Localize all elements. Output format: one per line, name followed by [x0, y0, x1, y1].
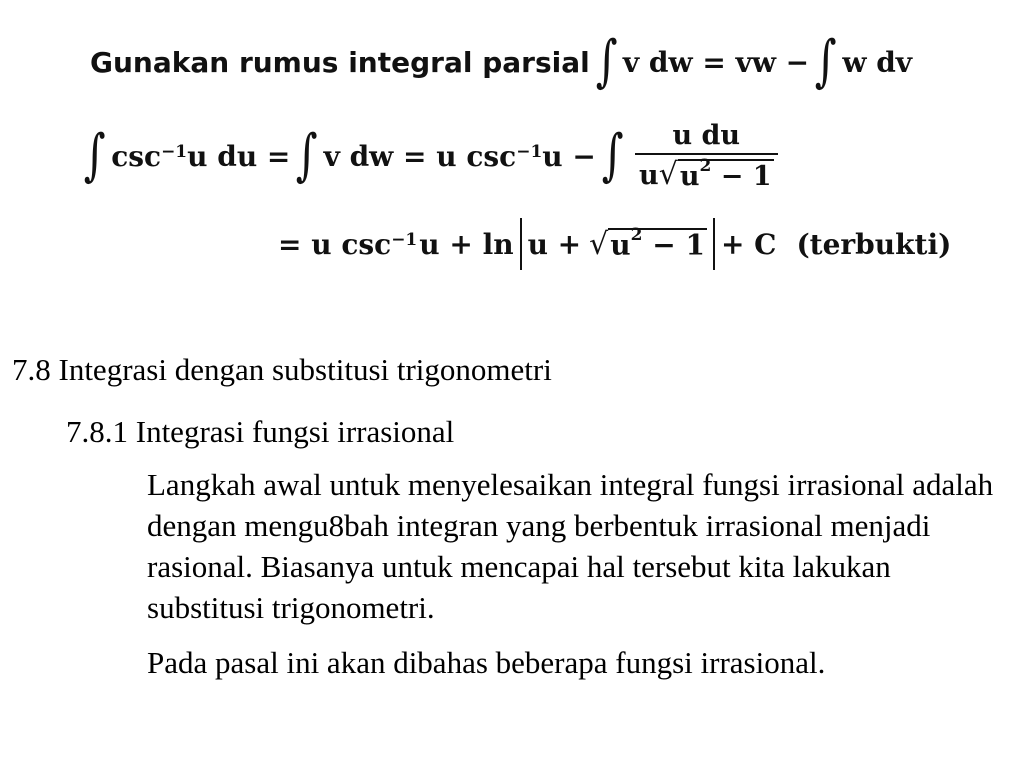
subsection-title: 7.8.1 Integrasi fungsi irrasional [66, 414, 455, 449]
line1-integrand: csc [111, 139, 162, 173]
line2-mid: u + ln [419, 227, 514, 261]
integral-symbol: ∫ [296, 123, 318, 188]
line2-end: + C [720, 227, 777, 261]
square-root [659, 157, 774, 192]
square-root [589, 227, 707, 262]
parts-rule-line [90, 22, 912, 102]
radicand [608, 225, 707, 262]
inverse-exponent: −1 [391, 230, 418, 250]
fraction-denominator [635, 153, 777, 192]
parts-rule-intro: Gunakan rumus integral parsial [90, 45, 590, 79]
inverse-exponent: −1 [516, 142, 543, 162]
radicand-tail: − 1 [642, 228, 705, 262]
parts-rule-lhs: v dw = vw − [622, 45, 810, 79]
integral-symbol: ∫ [814, 29, 837, 94]
body-paragraph-2: Pada pasal ini akan dibahas beberapa fungsi irrasional. [147, 645, 826, 680]
proof-note: (terbukti) [796, 227, 952, 261]
formula-line-1 [78, 112, 778, 200]
integral-symbol: ∫ [601, 123, 624, 188]
denominator-u: u [639, 160, 659, 191]
radicand-u: u [679, 161, 700, 193]
line1-integrand-tail: u du = [187, 139, 291, 173]
integral-symbol: ∫ [595, 29, 618, 94]
body-paragraph-1: Langkah awal untuk menyelesaikan integral fungsi irrasional adalah dengan mengu8bah integran yang berbentuk irrasional menjadi rasional. Biasanya untuk mencapai hal tersebut kita lakukan substitusi trigonometri. [147, 467, 994, 625]
line1-middle: v dw = u csc [323, 139, 517, 173]
radicand-u: u [610, 228, 631, 262]
line2-start: = u csc [278, 227, 392, 261]
inverse-exponent: −1 [161, 142, 188, 162]
sqrt-symbol: √ [658, 157, 678, 192]
sqrt-symbol: √ [589, 226, 609, 262]
parts-rule-rhs: w dv [842, 45, 913, 79]
section-title: 7.8 Integrasi dengan substitusi trigonometri [12, 352, 552, 387]
fraction-numerator: u du [672, 120, 741, 151]
line1-middle-tail: u − [542, 139, 596, 173]
fraction [635, 120, 777, 192]
absolute-value-bar-left [520, 218, 522, 270]
radicand-exponent: 2 [630, 225, 643, 246]
absolute-value-bar-right [713, 218, 715, 270]
radicand-tail: − 1 [711, 161, 772, 193]
radicand-exponent: 2 [699, 156, 712, 177]
radicand [678, 156, 774, 193]
integral-symbol: ∫ [83, 123, 106, 188]
abs-content-pre: u + [527, 227, 582, 261]
formula-line-2 [278, 212, 951, 276]
